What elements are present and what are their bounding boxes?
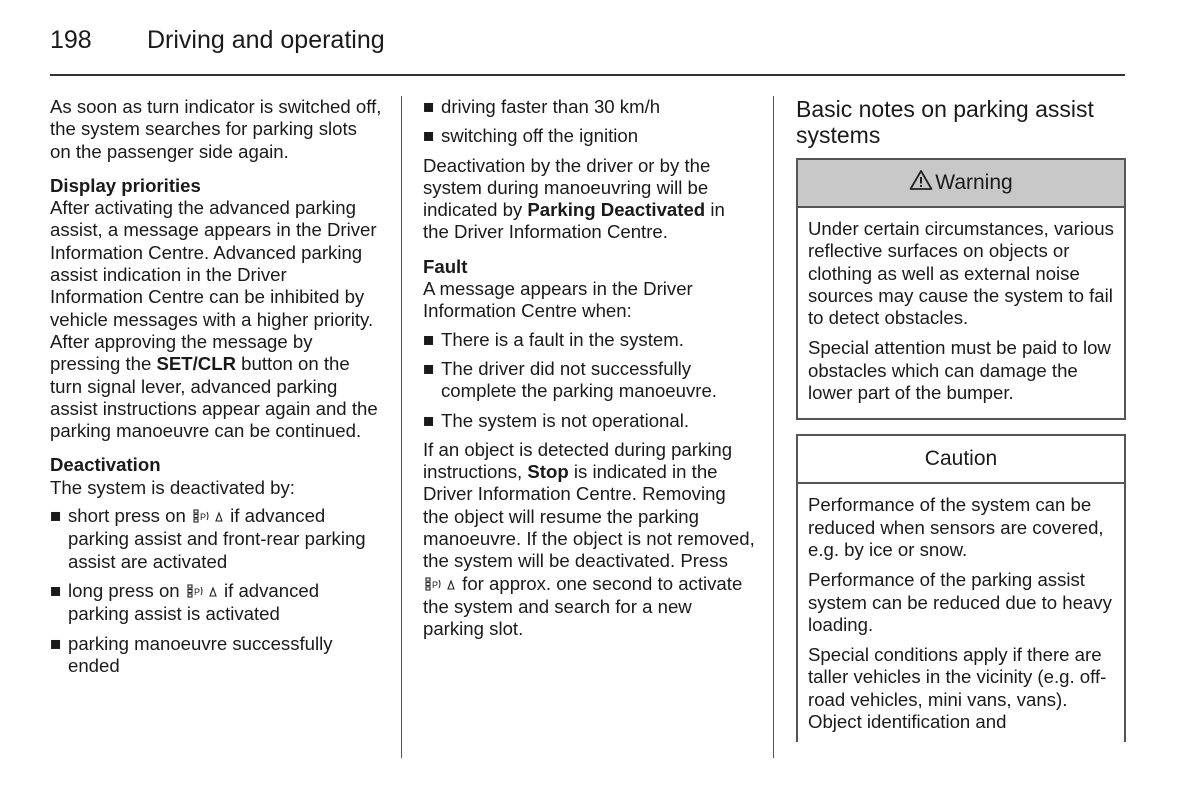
deactivation-indication-paragraph: Deactivation by the driver or by the system during manoeuvring will be indicated by Parking Deactivated in the Driver Information Centre. [423, 154, 725, 243]
caution-paragraph: Performance of the parking assist system can be reduced due to heavy loading. [808, 569, 1112, 635]
list-item: ■ short press on P if advanced parking assist and front-rear parking assist are activated [50, 505, 366, 572]
square-bullet-icon: ■ [50, 632, 62, 654]
list-item: ■ driving faster than 30 km/h [423, 96, 661, 117]
intro-paragraph: As soon as turn indicator is switched off, the system searches for parking slots on the passenger side again. [50, 96, 382, 162]
object-detected-paragraph: If an object is detected during parking instructions, Stop is indicated in the Driver Information Centre. Removing the object will resume the parking manoeuvre. If the object is not removed, the system will be deactivated. Press P for approx. one second to activate the system and search for a new parking slot. [423, 438, 755, 640]
warning-paragraph: Under certain circumstances, various reflective surfaces on objects or clothing as well as external noise sources may cause the system to fail to detect obstacles. [808, 218, 1114, 329]
caution-paragraph: Special conditions apply if there are taller vehicles in the vicinity (e.g. off-road vehicles, mini vans, vans). Object identification and [808, 644, 1107, 733]
header-divider [50, 74, 1125, 76]
caution-box [796, 434, 1126, 742]
svg-text:P: P [432, 579, 439, 590]
column-middle [423, 96, 755, 652]
square-bullet-icon: ■ [50, 505, 62, 527]
display-priorities-heading: Display priorities [50, 174, 201, 196]
fault-intro: A message appears in the Driver Information Centre when: [423, 278, 693, 322]
column-divider [401, 96, 402, 758]
square-bullet-icon: ■ [423, 328, 435, 350]
list-item: ■ There is a fault in the system. [423, 328, 684, 350]
square-bullet-icon: ■ [423, 409, 435, 431]
deactivation-heading: Deactivation [50, 454, 161, 476]
parking-assist-button-icon [425, 574, 455, 596]
fault-heading: Fault [423, 255, 468, 277]
page-number: 198 [50, 26, 92, 54]
square-bullet-icon: ■ [50, 579, 62, 601]
column-divider [773, 96, 774, 758]
warning-label: Warning [935, 171, 1013, 194]
deactivation-intro: The system is deactivated by: [50, 476, 295, 498]
svg-text:P: P [193, 586, 200, 597]
list-item: ■ The driver did not successfully complete the parking manoeuvre. [423, 357, 717, 402]
list-item: ■ The system is not operational. [423, 409, 690, 431]
list-item: ■ long press on P if advanced parking assist is activated [50, 579, 320, 625]
column-right [796, 96, 1126, 742]
warning-header [798, 160, 1124, 208]
list-item: ■ parking manoeuvre successfully ended [50, 632, 333, 676]
square-bullet-icon: ■ [423, 357, 435, 379]
list-item: ■ switching off the ignition [423, 125, 639, 147]
square-bullet-icon: ■ [423, 96, 435, 117]
warning-triangle-icon [909, 169, 933, 197]
section-title: Basic notes on parking assist systems [796, 96, 1094, 148]
display-priorities-paragraph: After activating the advanced parking assist, a message appears in the Driver Information Centre. Advanced parking assist indication in the Driver Information Centre can be inhibited by vehicle messages with a higher priority. After approving the message by pressing the SET/CLR button on the turn signal lever, advanced parking assist instructions appear again and the parking manoeuvre can be continued. [50, 197, 378, 442]
column-left [50, 96, 382, 684]
parking-deactivated-label: Parking Deactivated [527, 199, 706, 221]
caution-label: Caution [924, 447, 998, 471]
parking-assist-button-icon [193, 506, 223, 528]
stop-label: Stop [527, 461, 569, 483]
page-header [50, 22, 1125, 74]
warning-paragraph: Special attention must be paid to low obstacles which can damage the lower part of the bumper. [808, 337, 1111, 404]
warning-body [798, 208, 1124, 418]
warning-box [796, 158, 1126, 420]
square-bullet-icon: ■ [423, 125, 435, 147]
parking-assist-button-icon [187, 581, 217, 603]
caution-paragraph: Performance of the system can be reduced when sensors are covered, e.g. by ice or snow. [808, 494, 1104, 560]
page-title: Driving and operating [147, 26, 385, 54]
set-clr-label: SET/CLR [156, 353, 237, 375]
caution-body [798, 484, 1124, 742]
caution-header [798, 436, 1124, 484]
svg-text:P: P [199, 512, 206, 523]
